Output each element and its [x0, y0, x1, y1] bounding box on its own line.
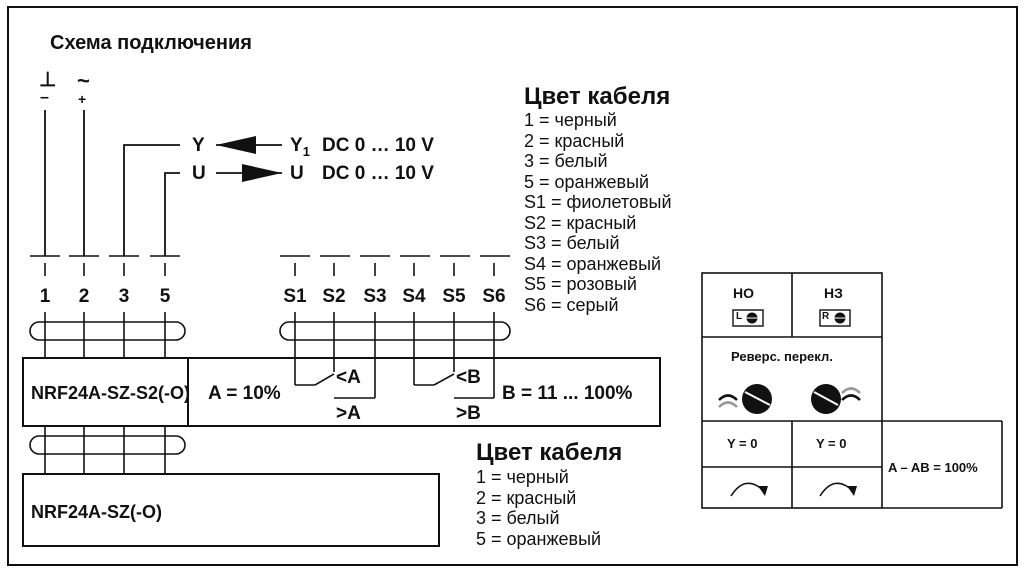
terminal-1: 1 — [39, 286, 51, 307]
cable-colors-list-1 — [524, 110, 672, 315]
no-label: НО — [733, 285, 754, 301]
reverse-switch-left-icon — [719, 384, 772, 414]
terminal-s1: S1 — [283, 286, 307, 307]
terminal-s4: S4 — [402, 286, 426, 307]
wire-3-upper — [124, 145, 180, 256]
ac-sign: + — [78, 91, 87, 107]
y-label: Y — [192, 135, 205, 156]
cable-color-item: 5 = оранжевый — [476, 528, 602, 549]
u-arrow-head — [242, 164, 282, 182]
wires-main-upper — [45, 312, 165, 358]
terminal-s3: S3 — [363, 286, 387, 307]
nz-label: НЗ — [824, 285, 843, 301]
switch-b-setting: B = 11 ... 100% — [502, 383, 633, 404]
terminal-dashes-aux — [280, 256, 510, 276]
actuator-bottom-model: NRF24A-SZ(-O) — [31, 502, 162, 522]
switch-a-greater: >A — [336, 403, 361, 424]
cable-color-item: 3 = белый — [476, 508, 560, 528]
switch-b-less: <B — [456, 367, 481, 388]
cable-color-item: S4 = оранжевый — [524, 253, 662, 274]
cable-sleeve-main-lower — [30, 436, 185, 454]
cable-color-item: 5 = оранжевый — [524, 171, 650, 192]
y0-right-label: Y = 0 — [816, 436, 847, 451]
y-source-subscript: 1 — [302, 143, 310, 159]
terminal-s5: S5 — [442, 286, 466, 307]
actuator-top-model: NRF24A-SZ-S2(-O) — [31, 383, 191, 403]
cable-colors-heading-2: Цвет кабеля — [476, 439, 623, 466]
y-range: DC 0 … 10 V — [322, 135, 434, 156]
terminal-s2: S2 — [322, 286, 346, 307]
ac-symbol: ~ — [77, 68, 90, 93]
switch-a-less: <A — [336, 367, 361, 388]
cable-color-item: 3 = белый — [524, 151, 608, 171]
u-label: U — [192, 163, 206, 184]
cable-color-item: 1 = черный — [476, 467, 569, 487]
y-source-text: Y — [290, 135, 303, 156]
rotation-arrow-right-icon — [820, 483, 857, 496]
ground-symbol: ⊥ — [39, 69, 57, 91]
cable-color-item: S3 = белый — [524, 233, 620, 253]
cable-color-item: S6 = серый — [524, 294, 619, 315]
cable-color-item: S5 = розовый — [524, 274, 637, 294]
terminal-dashes-main — [30, 256, 180, 276]
ground-sign: – — [40, 89, 49, 106]
cable-color-item: S2 = красный — [524, 212, 637, 233]
y-source-label — [290, 136, 310, 158]
switch-b-greater: >B — [456, 403, 481, 424]
terminal-5: 5 — [159, 286, 171, 307]
switch-a-setting: A = 10% — [208, 383, 281, 404]
cable-sleeve-main-upper — [30, 322, 185, 340]
reverse-switch-label: Реверс. перекл. — [731, 349, 833, 364]
cable-color-item: 1 = черный — [524, 110, 617, 130]
cable-colors-heading-1: Цвет кабеля — [524, 83, 671, 110]
cable-color-item: 2 = красный — [476, 487, 577, 508]
range-label: A – AB = 100% — [888, 460, 978, 475]
cable-color-item: 2 = красный — [524, 130, 625, 151]
reverse-switch-right-icon — [811, 384, 860, 414]
wires-main-lower — [45, 426, 165, 474]
cable-color-item: S1 = фиолетовый — [524, 192, 672, 212]
cable-colors-list-2 — [476, 467, 601, 549]
rotation-arrow-left-icon — [731, 483, 768, 496]
no-icon-letter: L — [736, 311, 743, 322]
switch-a-symbol — [295, 374, 375, 398]
terminal-2: 2 — [78, 286, 90, 307]
wire-5-upper — [165, 173, 180, 256]
y-arrow-head — [216, 136, 256, 154]
cable-sleeve-aux — [280, 322, 510, 340]
terminal-s6: S6 — [482, 286, 506, 307]
y0-left-label: Y = 0 — [727, 436, 758, 451]
u-target-label: U — [290, 163, 304, 184]
nz-icon-letter: R — [822, 311, 830, 322]
u-range: DC 0 … 10 V — [322, 163, 434, 184]
switch-b-symbol — [414, 374, 494, 398]
terminal-3: 3 — [118, 286, 130, 307]
page-title: Схема подключения — [50, 32, 252, 54]
